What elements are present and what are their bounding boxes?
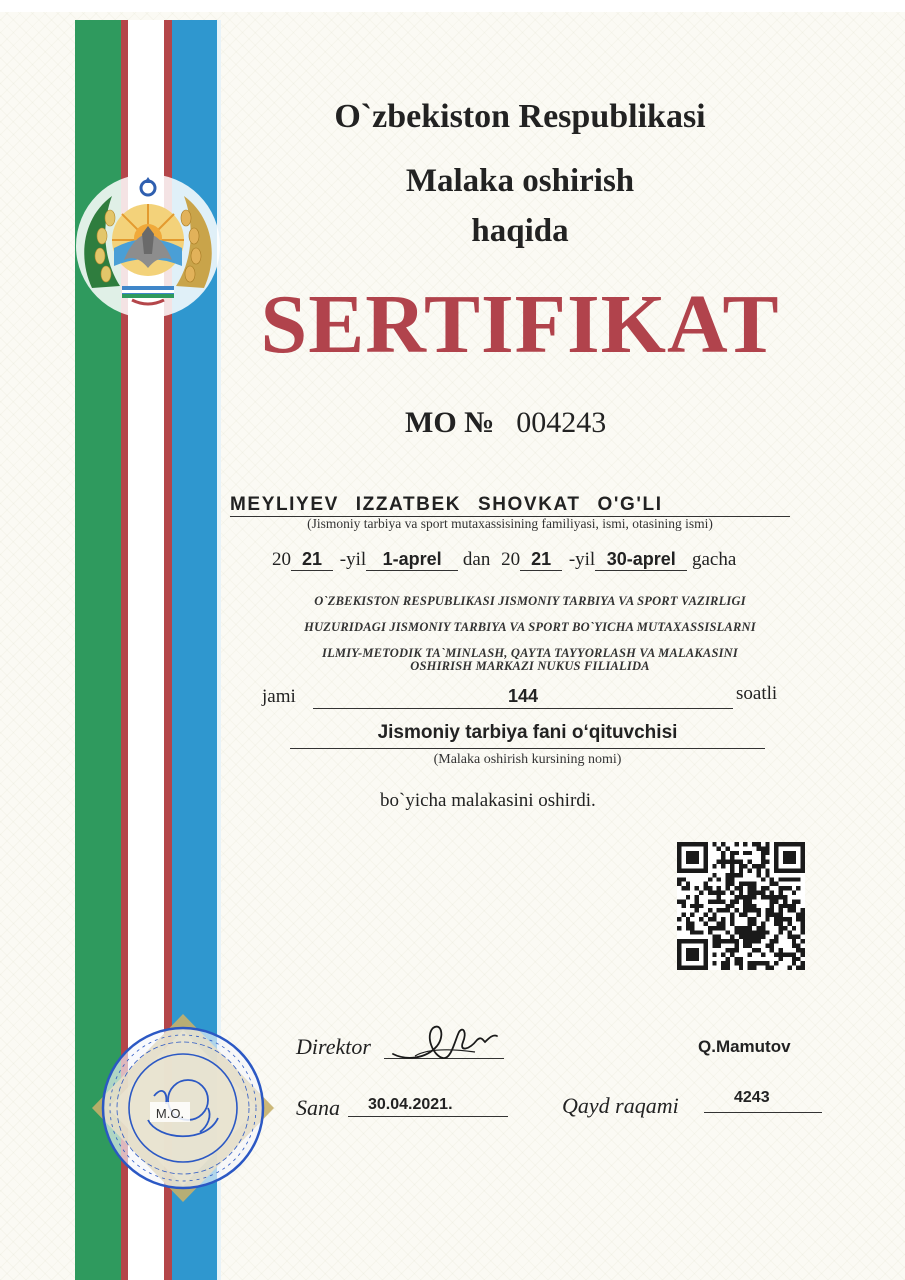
year-prefix: 20 [501, 549, 521, 570]
number-prefix: MO № [405, 406, 495, 439]
holder-name-caption: (Jismoniy tarbiya va sport mutaxassisining familiyasi, ismi, otasining ismi) [307, 516, 713, 531]
date-line [348, 1116, 508, 1117]
date-value: 30.04.2021. [368, 1096, 453, 1113]
registration-label: Qayd raqami [562, 1093, 679, 1118]
institution-line: HUZURIDAGI JISMONIY TARBIYA VA SPORT BO`YICHA MUTAXASSISLARNI [304, 620, 756, 634]
year-prefix: 20 [272, 549, 291, 570]
subtitle-line: haqida [471, 213, 569, 249]
holder-name-field [230, 490, 790, 517]
subtitle-line: Malaka oshirish [405, 163, 635, 199]
hours-prefix: jami [262, 686, 296, 707]
registration-line [704, 1112, 822, 1113]
signature-icon [385, 1010, 505, 1070]
hours-value: 144 [313, 686, 733, 709]
start-date: 1-aprel [366, 549, 458, 571]
institution-line: O`ZBEKISTON RESPUBLIKASI JISMONIY TARBIYA VA SPORT VAZIRLIGI [314, 594, 746, 608]
director-name: Q.Mamutov [698, 1037, 791, 1056]
gacha-label: gacha [691, 549, 737, 570]
qr-code-icon[interactable] [677, 842, 805, 970]
official-seal-icon [88, 1008, 278, 1208]
state-emblem-icon [72, 168, 224, 320]
dan-label: dan [462, 549, 491, 570]
closing-text: bo`yicha malakasini oshirdi. [380, 790, 596, 811]
date-label: Sana [296, 1095, 340, 1120]
institution-line: OSHIRISH MARKAZI NUKUS FILIALIDA [410, 659, 650, 673]
holder-name: MEYLIYEV IZZATBEK SHOVKAT O'G'LI [230, 494, 663, 515]
number-value: 004243 [516, 406, 607, 439]
course-name: Jismoniy tarbiya fani o‘qituvchisi [290, 722, 765, 749]
registration-value: 4243 [734, 1089, 770, 1106]
certificate-title: SERTIFIKAT [260, 278, 780, 371]
paper-edge [0, 0, 905, 12]
start-year: 21 [291, 549, 333, 571]
director-label: Direktor [296, 1034, 371, 1059]
hours-suffix: soatli [736, 683, 778, 704]
period-row [272, 549, 736, 571]
end-date: 30-aprel [595, 549, 687, 571]
course-caption: (Malaka oshirish kursining nomi) [433, 752, 622, 767]
yil-label: -yil [339, 549, 367, 570]
republic-heading: O`zbekiston Respublikasi [334, 98, 706, 135]
yil-label: -yil [568, 549, 596, 570]
institution-line: ILMIY-METODIK TA`MINLASH, QAYTA TAYYORLASH VA MALAKASINI [322, 646, 738, 660]
svg-text:M.O.: M.O. [155, 1106, 185, 1121]
certificate-number [405, 406, 606, 440]
end-year: 21 [520, 549, 562, 571]
